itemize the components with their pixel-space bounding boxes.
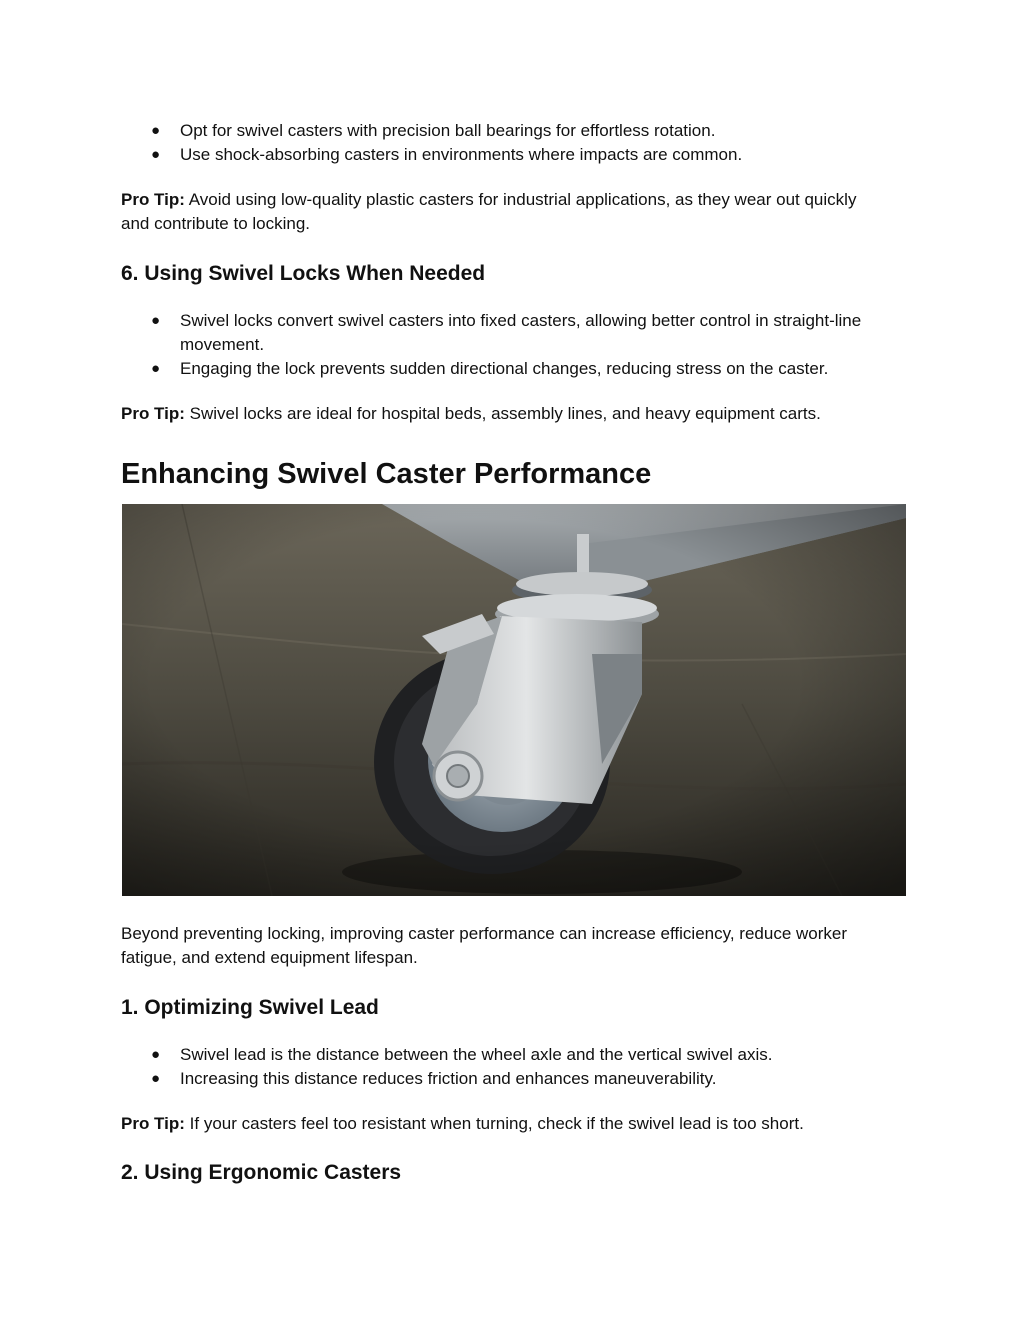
list-item xyxy=(121,143,907,167)
list-item-text: Use shock-absorbing casters in environments where impacts are common. xyxy=(180,145,743,164)
bullet-list-swivel-locks xyxy=(121,309,887,381)
list-item-text: Swivel locks convert swivel casters into fixed casters, allowing better control in straight-line movement. xyxy=(180,311,862,354)
list-item xyxy=(121,357,887,381)
section-heading-ergonomic-casters: 2. Using Ergonomic Casters xyxy=(121,1161,402,1184)
bullet-icon: ● xyxy=(151,1046,161,1063)
pro-tip-paragraph xyxy=(121,1112,907,1136)
section-heading-swivel-lead: 1. Optimizing Swivel Lead xyxy=(121,996,379,1019)
caster-photo xyxy=(122,504,906,896)
bullet-icon: ● xyxy=(151,146,161,163)
list-item-text: Opt for swivel casters with precision ball bearings for effortless rotation. xyxy=(180,121,716,140)
bullet-icon: ● xyxy=(151,122,161,139)
pro-tip-label: Pro Tip: xyxy=(121,190,185,209)
pro-tip-label: Pro Tip: xyxy=(121,1114,185,1133)
pro-tip-text: If your casters feel too resistant when turning, check if the swivel lead is too short. xyxy=(184,1114,804,1133)
list-item-text: Engaging the lock prevents sudden directional changes, reducing stress on the caster. xyxy=(180,359,829,378)
bullet-icon: ● xyxy=(151,312,161,329)
pro-tip-paragraph xyxy=(121,188,867,236)
intro-paragraph: Beyond preventing locking, improving caster performance can increase efficiency, reduce worker fatigue, and extend equipment lifespan. xyxy=(121,924,848,967)
pro-tip-paragraph xyxy=(121,402,907,426)
section-title: Enhancing Swivel Caster Performance xyxy=(121,458,652,490)
list-item xyxy=(121,309,887,357)
bullet-list-swivel-lead xyxy=(121,1043,907,1091)
bullet-icon: ● xyxy=(151,360,161,377)
pro-tip-label: Pro Tip: xyxy=(121,404,185,423)
list-item-text: Increasing this distance reduces friction and enhances maneuverability. xyxy=(180,1069,717,1088)
list-item xyxy=(121,119,907,143)
section-heading-swivel-locks: 6. Using Swivel Locks When Needed xyxy=(121,262,486,285)
list-item xyxy=(121,1067,907,1091)
list-item-text: Swivel lead is the distance between the wheel axle and the vertical swivel axis. xyxy=(180,1045,773,1064)
list-item xyxy=(121,1043,907,1067)
bullet-list-top xyxy=(121,119,907,167)
bullet-icon: ● xyxy=(151,1070,161,1087)
pro-tip-text: Swivel locks are ideal for hospital beds, assembly lines, and heavy equipment carts. xyxy=(184,404,821,423)
pro-tip-text: Avoid using low-quality plastic casters for industrial applications, as they wear out quickly and contribute to locking. xyxy=(121,190,857,233)
